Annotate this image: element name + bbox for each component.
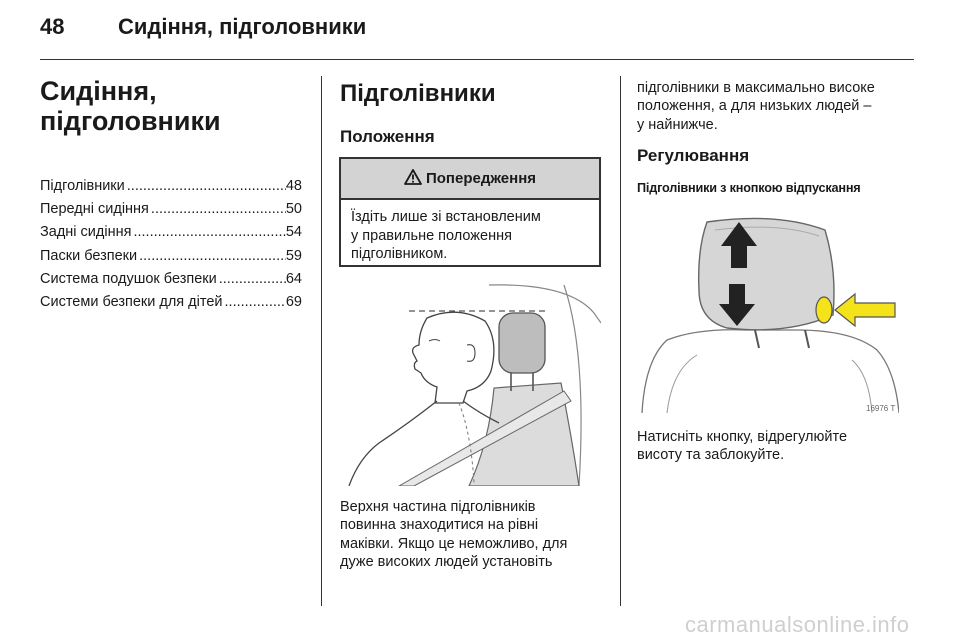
toc-leader (223, 291, 286, 314)
toc-label: Передні сидіння (40, 201, 149, 218)
headrest-adjustment-illustration (637, 210, 899, 413)
text-line: підголівники в максимально високе (637, 80, 875, 96)
warning-box (339, 157, 601, 267)
text-line: повинна знаходитися на рівні (340, 517, 539, 534)
toc-page: 54 (285, 224, 302, 241)
toc-page: 50 (285, 201, 302, 218)
toc-leader (137, 245, 286, 268)
toc-page: 48 (285, 178, 302, 194)
toc-item[interactable] (40, 198, 302, 221)
subsection-heading: Положення (340, 127, 435, 146)
text-line: маківки. Якщо це неможливо, для (340, 535, 568, 552)
figure-number: 16976 T (866, 404, 896, 413)
header-rule (40, 59, 914, 60)
text-line: Верхня частина підголівників (340, 499, 536, 515)
toc-label: Підголівники (40, 178, 125, 194)
toc-label: Система подушок безпеки (40, 270, 217, 287)
paragraph-continued (637, 79, 875, 134)
toc-leader (125, 175, 286, 198)
warning-triangle-icon (404, 169, 422, 189)
chapter-title (40, 76, 310, 136)
text-line: у найнижче. (637, 116, 718, 133)
text-line: дуже високих людей установіть (340, 554, 553, 571)
chapter-title-line1: Сидіння, (40, 76, 157, 106)
toc-label: Задні сидіння (40, 224, 132, 241)
text-line: положення, а для низьких людей – (637, 98, 872, 115)
toc-leader (217, 268, 286, 291)
table-of-contents (40, 175, 302, 314)
warning-text (341, 200, 599, 264)
page-header-title: Сидіння, підголовники (118, 14, 367, 39)
toc-leader (149, 198, 286, 221)
warning-header (341, 159, 599, 200)
toc-label: Системи безпеки для дітей (40, 294, 223, 311)
headrest-position-illustration (339, 283, 601, 486)
warning-line: у правильне положення (351, 227, 512, 244)
adjustment-heading: Регулювання (637, 146, 750, 165)
section-heading: Підголівники (340, 80, 496, 107)
warning-title: Попередження (425, 170, 537, 187)
toc-page: 59 (285, 247, 302, 264)
warning-line: підголівником. (351, 246, 448, 262)
toc-leader (131, 221, 285, 244)
toc-label: Паски безпеки (40, 247, 138, 264)
toc-item[interactable] (40, 175, 302, 198)
paragraph-headrest-height (340, 498, 567, 572)
text-line: висоту та заблокуйте. (637, 447, 785, 464)
page-number: 48 (40, 14, 65, 39)
column-divider-2 (620, 76, 621, 606)
warning-line: Їздіть лише зі встановленим (351, 209, 541, 225)
toc-item[interactable] (40, 245, 302, 268)
toc-item[interactable] (40, 221, 302, 244)
text-line: Натисніть кнопку, відрегулюйте (637, 429, 848, 445)
toc-page: 64 (285, 270, 302, 287)
watermark: carmanualsonline.info (685, 612, 910, 637)
toc-item[interactable] (40, 291, 302, 314)
column-divider-1 (321, 76, 322, 606)
chapter-title-line2: підголовники (40, 106, 221, 136)
figure-caption (637, 428, 847, 465)
toc-page: 69 (285, 294, 302, 311)
toc-item[interactable] (40, 268, 302, 291)
adjustment-subheading: Підголівники з кнопкою відпускання (637, 181, 861, 195)
